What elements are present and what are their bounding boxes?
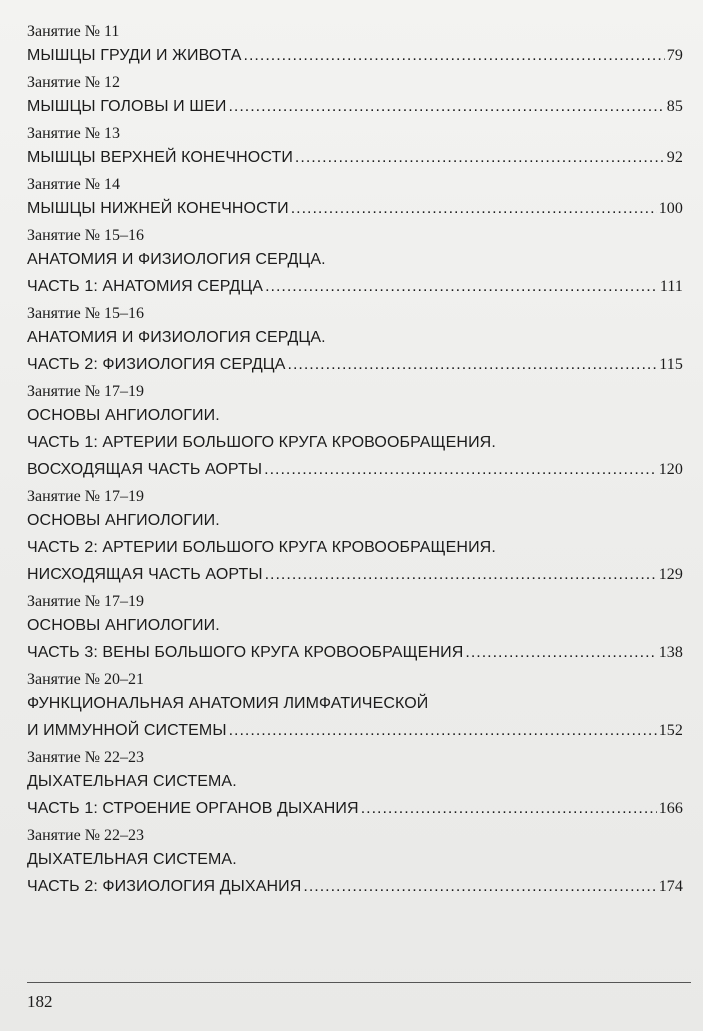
toc-title: ЧАСТЬ 3: ВЕНЫ БОЛЬШОГО КРУГА КРОВООБРАЩЕНИЯ	[27, 644, 464, 661]
toc-title-line	[27, 507, 683, 534]
toc-title-line	[27, 246, 683, 273]
toc-entry	[27, 175, 683, 222]
toc-title-line-with-page	[27, 873, 683, 900]
toc-title: ДЫХАТЕЛЬНАЯ СИСТЕМА.	[27, 851, 237, 868]
toc-title: ОСНОВЫ АНГИОЛОГИИ.	[27, 512, 220, 529]
toc-title: ЧАСТЬ 2: ФИЗИОЛОГИЯ СЕРДЦА	[27, 356, 286, 373]
toc-entry	[27, 487, 683, 588]
toc-page-number: 138	[658, 644, 683, 661]
lesson-number: Занятие № 13	[27, 125, 120, 142]
dot-leader	[361, 795, 657, 822]
lesson-number: Занятие № 15–16	[27, 227, 144, 244]
lesson-number: Занятие № 22–23	[27, 749, 144, 766]
toc-page-number: 174	[658, 878, 683, 895]
toc-title-line-with-page	[27, 42, 683, 69]
table-of-contents	[27, 18, 683, 900]
toc-title: ФУНКЦИОНАЛЬНАЯ АНАТОМИЯ ЛИМФАТИЧЕСКОЙ	[27, 695, 429, 712]
toc-title-line-with-page	[27, 144, 683, 171]
dot-leader	[303, 873, 656, 900]
lesson-number: Занятие № 11	[27, 23, 120, 40]
toc-page-number: 92	[666, 149, 683, 166]
toc-title-line-with-page	[27, 456, 683, 483]
dot-leader	[288, 351, 658, 378]
toc-page-number: 115	[659, 356, 683, 373]
toc-title: МЫШЦЫ ГРУДИ И ЖИВОТА	[27, 47, 242, 64]
toc-entry	[27, 22, 683, 69]
toc-entry	[27, 382, 683, 483]
toc-entry	[27, 124, 683, 171]
toc-title-line-with-page	[27, 195, 683, 222]
toc-title: ВОСХОДЯЩАЯ ЧАСТЬ АОРТЫ	[27, 461, 263, 478]
toc-title-line	[27, 768, 683, 795]
toc-title: МЫШЦЫ ГОЛОВЫ И ШЕИ	[27, 98, 227, 115]
toc-entry	[27, 226, 683, 300]
toc-title: МЫШЦЫ НИЖНЕЙ КОНЕЧНОСТИ	[27, 200, 289, 217]
toc-title-line	[27, 402, 683, 429]
toc-page-number: 111	[659, 278, 683, 295]
lesson-number: Занятие № 22–23	[27, 827, 144, 844]
footer-rule	[27, 982, 691, 983]
toc-title-line	[27, 534, 683, 561]
toc-title: ЧАСТЬ 2: АРТЕРИИ БОЛЬШОГО КРУГА КРОВООБРАЩЕНИЯ.	[27, 539, 496, 556]
page-number: 182	[27, 992, 53, 1011]
toc-title: ЧАСТЬ 1: АНАТОМИЯ СЕРДЦА	[27, 278, 264, 295]
toc-page-number: 85	[666, 98, 683, 115]
toc-entry	[27, 592, 683, 666]
lesson-number: Занятие № 17–19	[27, 383, 144, 400]
toc-title: ЧАСТЬ 1: АРТЕРИИ БОЛЬШОГО КРУГА КРОВООБРАЩЕНИЯ.	[27, 434, 496, 451]
toc-title-line-with-page	[27, 93, 683, 120]
toc-title-line-with-page	[27, 273, 683, 300]
toc-page-number: 79	[666, 47, 683, 64]
toc-title: ОСНОВЫ АНГИОЛОГИИ.	[27, 617, 220, 634]
dot-leader	[244, 42, 665, 69]
lesson-number: Занятие № 17–19	[27, 593, 144, 610]
dot-leader	[265, 561, 657, 588]
dot-leader	[228, 93, 664, 120]
toc-entry	[27, 670, 683, 744]
toc-title: АНАТОМИЯ И ФИЗИОЛОГИЯ СЕРДЦА.	[27, 251, 326, 268]
dot-leader	[264, 456, 657, 483]
lesson-number: Занятие № 17–19	[27, 488, 144, 505]
toc-title-line	[27, 429, 683, 456]
toc-title-line	[27, 612, 683, 639]
dot-leader	[465, 639, 656, 666]
toc-title-line	[27, 324, 683, 351]
lesson-number: Занятие № 14	[27, 176, 120, 193]
toc-page-number: 166	[658, 800, 683, 817]
toc-title: ОСНОВЫ АНГИОЛОГИИ.	[27, 407, 220, 424]
toc-page-number: 100	[658, 200, 683, 217]
toc-title-line-with-page	[27, 639, 683, 666]
toc-title-line	[27, 846, 683, 873]
toc-entry	[27, 304, 683, 378]
toc-title-line-with-page	[27, 561, 683, 588]
dot-leader	[265, 273, 658, 300]
toc-title: ЧАСТЬ 2: ФИЗИОЛОГИЯ ДЫХАНИЯ	[27, 878, 302, 895]
dot-leader	[295, 144, 665, 171]
toc-page-number: 120	[658, 461, 683, 478]
toc-page-number: 129	[658, 566, 683, 583]
toc-title-line	[27, 690, 683, 717]
toc-entry	[27, 826, 683, 900]
lesson-number: Занятие № 15–16	[27, 305, 144, 322]
toc-title: И ИММУННОЙ СИСТЕМЫ	[27, 722, 227, 739]
toc-title: МЫШЦЫ ВЕРХНЕЙ КОНЕЧНОСТИ	[27, 149, 293, 166]
toc-title-line-with-page	[27, 795, 683, 822]
toc-title: ЧАСТЬ 1: СТРОЕНИЕ ОРГАНОВ ДЫХАНИЯ	[27, 800, 359, 817]
lesson-number: Занятие № 12	[27, 74, 120, 91]
dot-leader	[229, 717, 657, 744]
dot-leader	[291, 195, 657, 222]
toc-title-line-with-page	[27, 351, 683, 378]
toc-title: АНАТОМИЯ И ФИЗИОЛОГИЯ СЕРДЦА.	[27, 329, 326, 346]
toc-title: ДЫХАТЕЛЬНАЯ СИСТЕМА.	[27, 773, 237, 790]
toc-title-line-with-page	[27, 717, 683, 744]
lesson-number: Занятие № 20–21	[27, 671, 144, 688]
toc-entry	[27, 748, 683, 822]
toc-title: НИСХОДЯЩАЯ ЧАСТЬ АОРТЫ	[27, 566, 263, 583]
toc-entry	[27, 73, 683, 120]
toc-page-number: 152	[658, 722, 683, 739]
